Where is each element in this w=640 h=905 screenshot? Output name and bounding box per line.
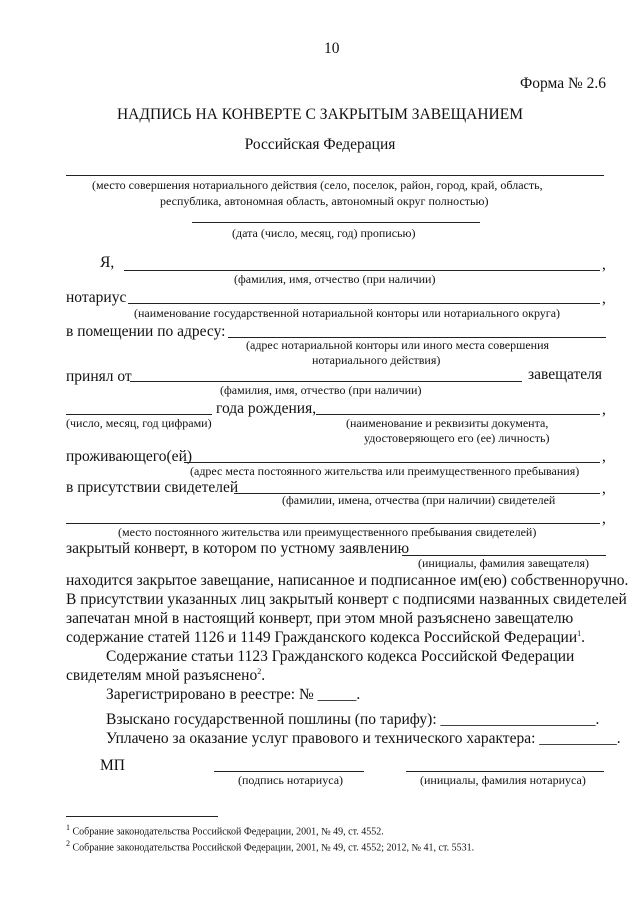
testator-fio-line	[130, 381, 522, 382]
date-line	[192, 222, 480, 223]
closed-envelope-text: закрытый конверт, в котором по устному заявлению	[66, 540, 410, 557]
birth-date-line	[66, 414, 212, 415]
residing-label: проживающего(ей)	[66, 448, 193, 465]
document-line	[316, 414, 600, 415]
witness-residence-line	[66, 523, 600, 524]
registered-text: Зарегистрировано в реестре: № _____.	[106, 686, 361, 703]
para2-line-1: Содержание статьи 1123 Гражданского кодекса Российской Федерации	[106, 648, 575, 665]
para1-line-3: запечатан мной в настоящий конверт, при этом мной разъяснено завещателю	[66, 610, 574, 627]
ya-label: Я,	[100, 254, 115, 271]
signature-line	[214, 771, 364, 772]
residence-line	[184, 462, 600, 463]
residence-hint: (адрес места постоянного жительства или преимущественного пребывания)	[190, 464, 580, 478]
comma: ,	[602, 480, 606, 497]
place-line	[66, 175, 604, 176]
comma: ,	[602, 510, 606, 527]
year-of-birth-label: года рождения,	[216, 400, 317, 417]
date-hint: (дата (число, месяц, год) прописью)	[232, 226, 416, 240]
para1-line-1: находится закрытое завещание, написанное и подписанное им(ею) собственноручно.	[66, 572, 629, 589]
witness-residence-hint: (место постоянного жительства или преимущественного пребывания свидетелей)	[118, 525, 537, 539]
place-hint-1: (место совершения нотариального действия (село, поселок, район, город, край, область,	[92, 178, 543, 192]
notary-initials-line	[406, 771, 604, 772]
premises-hint-1: (адрес нотариальной конторы или иного места совершения	[246, 338, 550, 352]
services-text: Уплачено за оказание услуг правового и технического характера: __________.	[106, 730, 621, 747]
accepted-from-label: принял от	[66, 368, 132, 385]
doc-hint-1: (наименование и реквизиты документа,	[346, 416, 549, 430]
comma: ,	[602, 290, 606, 307]
comma: ,	[602, 448, 606, 465]
seal-place: МП	[100, 757, 125, 774]
notary-hint: (наименование государственной нотариальной конторы или нотариального округа)	[134, 306, 561, 320]
premises-hint-2: нотариального действия)	[312, 353, 441, 367]
country: Российская Федерация	[244, 136, 396, 153]
footnote-separator	[66, 816, 218, 817]
footnote-1: $^1$ Собрание законодательства Российской Федерации, 2001, № 49, ст. 4552.	[66, 823, 384, 838]
fio-hint-2: (фамилия, имя, отчество (при наличии)	[220, 383, 422, 397]
notary-label: нотариус	[66, 289, 127, 306]
doc-hint-2: удостоверяющего его (ее) личность)	[364, 431, 550, 445]
para1-line-4: содержание статей 1126 и 1149 Гражданского кодекса Российской Федерации$^1$.	[66, 629, 586, 647]
form-number: Форма № 2.6	[519, 75, 606, 92]
place-hint-2: республика, автономная область, автономный округ полностью)	[160, 194, 489, 208]
page-title: НАДПИСЬ НА КОНВЕРТЕ С ЗАКРЫТЫМ ЗАВЕЩАНИЕМ	[116, 106, 523, 123]
notary-line	[128, 303, 600, 304]
duty-text: Взыскано государственной пошлины (по тарифу): ____________________.	[106, 711, 600, 728]
comma: ,	[602, 401, 606, 418]
comma: ,	[602, 256, 606, 273]
footnote-2: $^2$ Собрание законодательства Российской Федерации, 2001, № 49, ст. 4552; 2012, № 41, ст. 5531.	[66, 839, 475, 854]
premises-label: в помещении по адресу:	[66, 323, 226, 340]
witnesses-hint: (фамилии, имена, отчества (при наличии) свидетелей	[282, 493, 556, 507]
date-digits-hint: (число, месяц, год цифрами)	[66, 416, 212, 430]
sign-hint: (подпись нотариуса)	[238, 773, 344, 787]
witnesses-label: в присутствии свидетелей	[66, 479, 239, 496]
fio-hint: (фамилия, имя, отчество (при наличии)	[234, 272, 436, 286]
fio-line	[124, 270, 600, 271]
initials-testator-hint: (инициалы, фамилия завещателя)	[418, 556, 589, 570]
initials-notary-hint: (инициалы, фамилия нотариуса)	[420, 773, 586, 787]
para1-line-2: В присутствии указанных лиц закрытый конверт с подписями названных свидетелей	[66, 591, 627, 608]
testator-label: завещателя	[528, 366, 603, 383]
para2-line-2: свидетелям мной разъяснено$^2$.	[66, 667, 266, 685]
page-number: 10	[324, 40, 340, 57]
